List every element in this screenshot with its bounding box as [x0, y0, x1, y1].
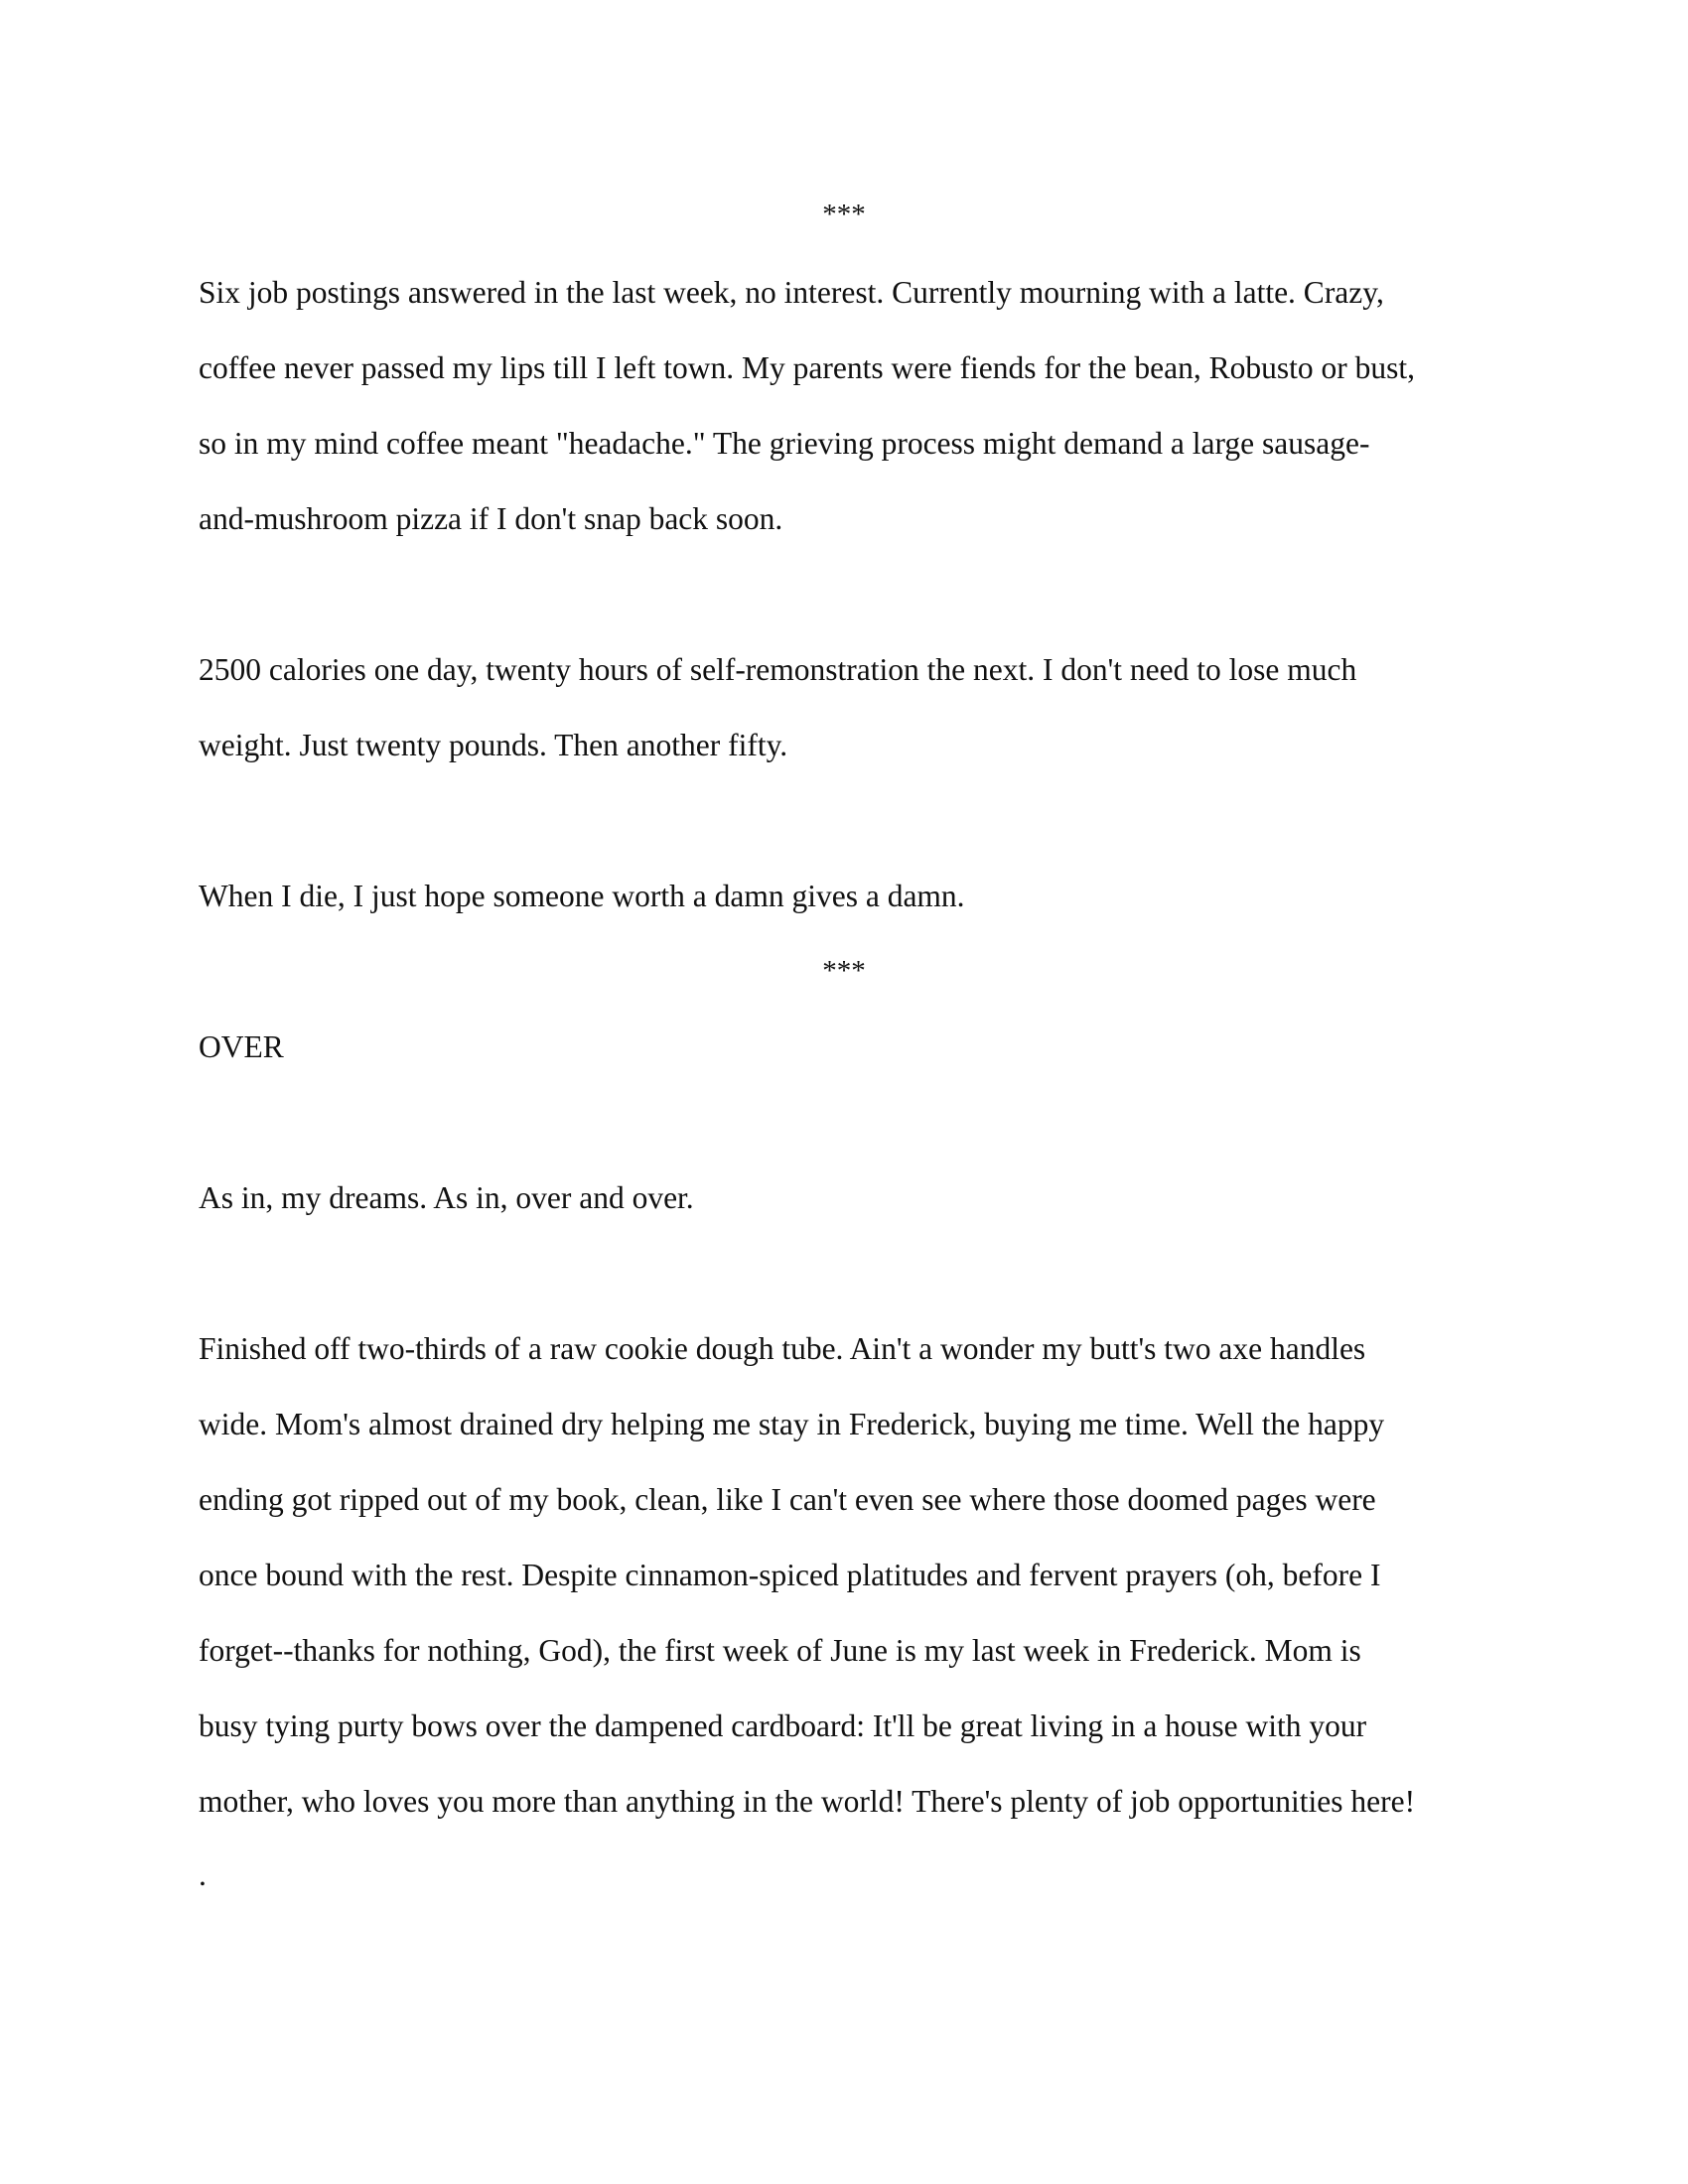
text-line: wide. Mom's almost drained dry helping me stay in Frederick, buying me time. Well the happy	[199, 1407, 1385, 1441]
text-line: Six job postings answered in the last week, no interest. Currently mourning with a latte. Crazy,	[199, 275, 1384, 310]
text-line: so in my mind coffee meant "headache." The grieving process might demand a large sausage-	[199, 426, 1370, 461]
text-line: coffee never passed my lips till I left town. My parents were fiends for the bean, Robusto or bust,	[199, 350, 1415, 385]
text-line: once bound with the rest. Despite cinnamon-spiced platitudes and fervent prayers (oh, before I	[199, 1558, 1381, 1592]
document-page	[199, 0, 1489, 2184]
text-line: and-mushroom pizza if I don't snap back soon.	[199, 501, 783, 536]
text-line: As in, my dreams. As in, over and over.	[199, 1180, 694, 1215]
heading-text: OVER	[199, 1029, 284, 1064]
text-line: ending got ripped out of my book, clean, like I can't even see where those doomed pages were	[199, 1482, 1376, 1517]
text-line: mother, who loves you more than anything in the world! There's plenty of job opportunities here!	[199, 1784, 1416, 1819]
text-line: Finished off two-thirds of a raw cookie dough tube. Ain't a wonder my butt's two axe handles	[199, 1331, 1366, 1366]
text-line: When I die, I just hope someone worth a damn gives a damn.	[199, 879, 965, 913]
text-line: busy tying purty bows over the dampened cardboard: It'll be great living in a house with your	[199, 1708, 1367, 1743]
text-line: .	[199, 1857, 207, 1892]
text-line: 2500 calories one day, twenty hours of self-remonstration the next. I don't need to lose much	[199, 652, 1357, 687]
section-separator: ***	[822, 955, 866, 987]
section-separator: ***	[822, 199, 866, 230]
text-line: weight. Just twenty pounds. Then another fifty.	[199, 728, 788, 762]
text-line: forget--thanks for nothing, God), the first week of June is my last week in Frederick. Mom is	[199, 1633, 1361, 1668]
